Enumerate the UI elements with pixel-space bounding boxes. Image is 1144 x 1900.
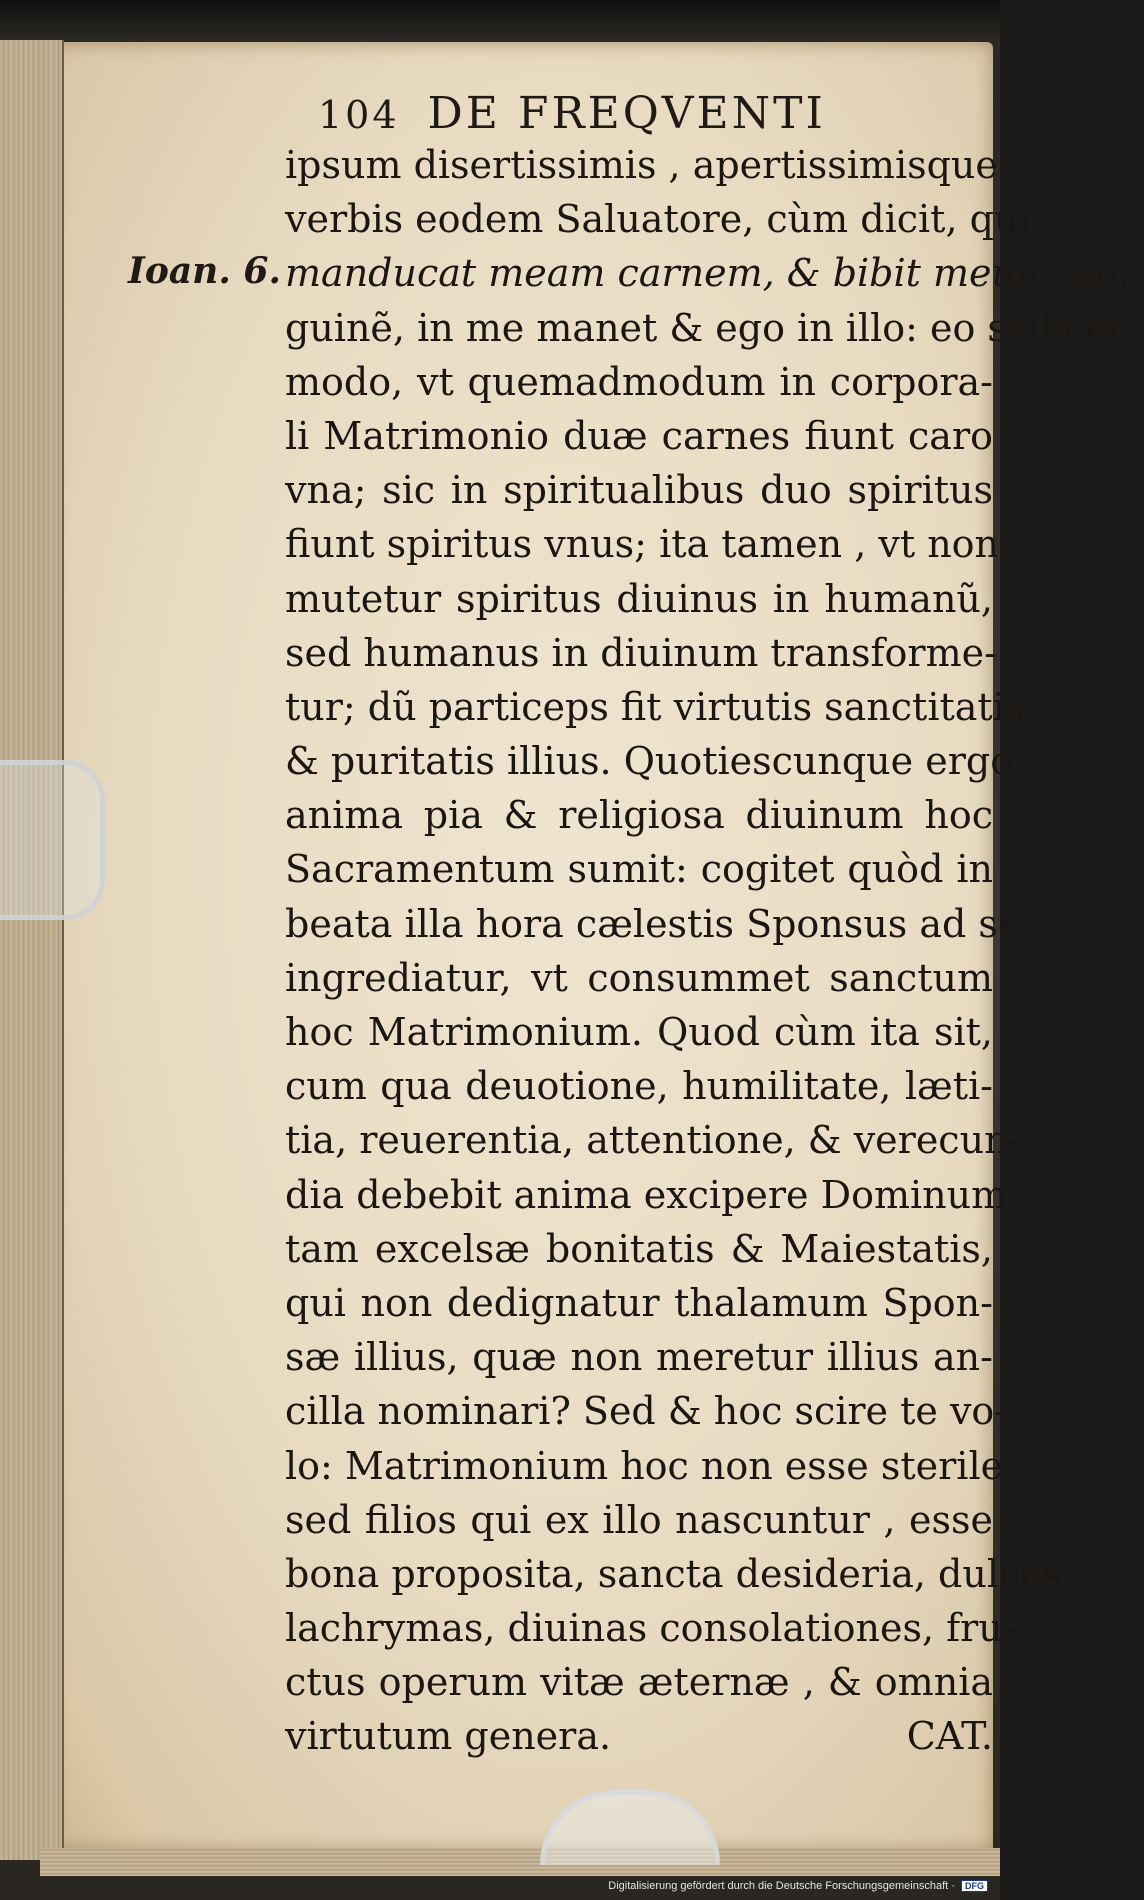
page-number: 104	[318, 93, 400, 137]
body-text	[285, 138, 1144, 1764]
text-line: manducat meam carnem, & bibit meum san-	[285, 251, 1144, 296]
text-line: cum qua deuotione, humilitate, læti-	[285, 1064, 993, 1109]
text-line: qui non dedignatur thalamum Spon-	[285, 1280, 993, 1325]
page-block-edge	[0, 40, 64, 1860]
book-clip-left	[0, 760, 105, 920]
catchword: CAT.	[906, 1714, 993, 1759]
text-line: mutetur spiritus diuinus in humanũ,	[285, 576, 993, 621]
page-bottom-edge	[40, 1848, 1000, 1876]
dfg-logo: DFG	[961, 1880, 988, 1892]
text-line: dia debebit anima excipere Dominum	[285, 1172, 1008, 1217]
text-line: bona proposita, sancta desideria, dulces	[285, 1551, 1063, 1596]
text-line: beata illa hora cælestis Sponsus ad se	[285, 901, 1021, 946]
text-line-last	[285, 1709, 993, 1763]
text-line: ingrediatur, vt consummet sanctum	[285, 955, 993, 1000]
text-line: sed filios qui ex illo nascuntur , esse	[285, 1497, 993, 1542]
running-title: DE FREQVENTI	[427, 88, 826, 139]
text-line: ipsum disertissimis , apertissimisque	[285, 143, 998, 187]
credit-text: Digitalisierung gefördert durch die Deutsche Forschungsgemeinschaft	[608, 1880, 949, 1892]
page-header	[318, 88, 826, 139]
text-line: guinẽ, in me manet & ego in illo: eo scilicet	[285, 305, 1124, 350]
text-line: li Matrimonio duæ carnes fiunt caro	[285, 413, 993, 458]
text-line: tia, reuerentia, attentione, & verecun-	[285, 1118, 1022, 1163]
text-line: vna; sic in spiritualibus duo spiritus	[285, 468, 993, 513]
text-line: Sacramentum sumit: cogitet quòd in	[285, 847, 993, 892]
text-line: modo, vt quemadmodum in corpora-	[285, 359, 993, 404]
text-line: sed humanus in diuinum transforme-	[285, 630, 997, 675]
text-line: tur; dũ particeps fit virtutis sanctitatis	[285, 684, 1025, 729]
text-line: anima pia & religiosa diuinum hoc	[285, 793, 993, 838]
text-line: hoc Matrimonium. Quod cùm ita sit,	[285, 1010, 993, 1054]
text-line: sæ illius, quæ non meretur illius an-	[285, 1335, 993, 1380]
scan-top-shadow	[0, 0, 1000, 40]
text-line: ctus operum vitæ æternæ , & omnia	[285, 1660, 993, 1705]
margin-note: Ioan. 6.	[128, 250, 281, 292]
text-line: cilla nominari? Sed & hoc scire te vo-	[285, 1389, 1008, 1434]
text-line: lachrymas, diuinas consolationes, fru-	[285, 1606, 1016, 1651]
text-line: fiunt spiritus vnus; ita tamen , vt non	[285, 522, 1000, 567]
text-line: verbis eodem Saluatore, cùm dicit, qui	[285, 197, 1031, 242]
text-line: tam excelsæ bonitatis & Maiestatis,	[285, 1226, 993, 1271]
text-line: & puritatis illius. Quotiescunque ergo	[285, 739, 1014, 784]
text-line-final: virtutum genera.	[285, 1714, 612, 1759]
text-line: lo: Matrimonium hoc non esse sterile,	[285, 1443, 1016, 1488]
digitization-credit: Digitalisierung gefördert durch die Deutsche Forschungsgemeinschaft · DFG	[608, 1880, 988, 1892]
